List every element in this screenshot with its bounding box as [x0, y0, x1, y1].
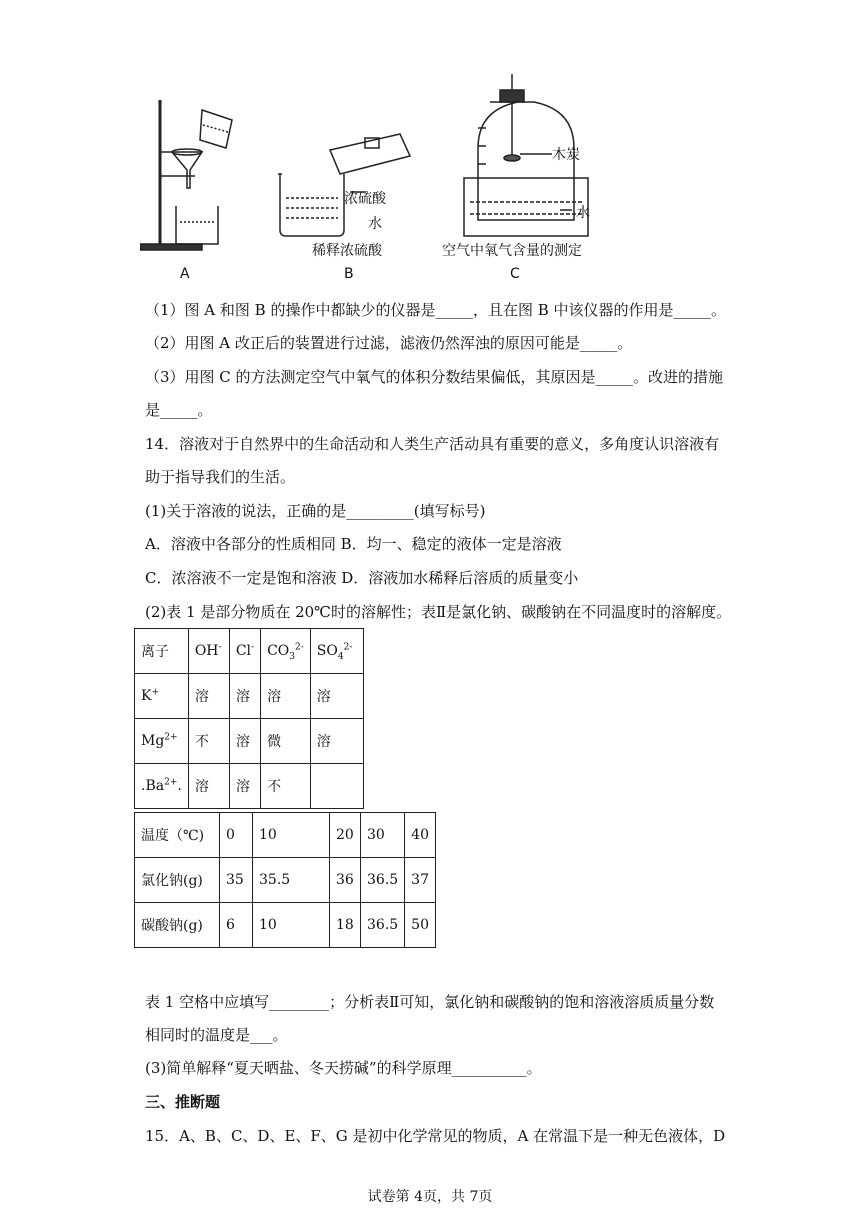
figure-label-c: C: [510, 266, 520, 282]
table-question: 表 1 空格中应填写________；分析表Ⅱ可知，氯化钠和碳酸钠的饱和溶液溶质质量分数: [145, 993, 715, 1011]
apparatus-b: [278, 134, 410, 236]
caption-oxygen-measurement: 空气中氧气含量的测定: [442, 243, 582, 259]
page-footer: 试卷第 4页，共 7页: [367, 1189, 493, 1205]
table-cell: 溶: [188, 764, 229, 809]
figure-label-a: A: [180, 266, 190, 282]
table-cell: 微: [261, 719, 311, 764]
table-cell: 溶: [188, 674, 229, 719]
table-cell: 溶: [229, 719, 260, 764]
label-water-b: 水: [368, 216, 382, 232]
table-row: [135, 858, 436, 903]
question-13-3-cont: 是_____。: [145, 401, 213, 419]
table-cell: 36.5: [361, 903, 405, 948]
question-14-options-cd: C．浓溶液不一定是饱和溶液 D．溶液加水稀释后溶质的质量变小: [145, 569, 579, 587]
table-cell: $CO_3^{2-}$: [261, 629, 311, 674]
table-cell: 溶: [229, 674, 260, 719]
table-cell: 40: [405, 813, 436, 858]
table-cell: 溶: [261, 674, 311, 719]
label-charcoal: 木炭: [552, 147, 580, 163]
table-cell: 20: [330, 813, 361, 858]
table-cell: OH-: [188, 629, 229, 674]
solubility-table-2: [134, 812, 436, 948]
table-cell: $SO_4^{2-}$: [310, 629, 363, 674]
table-row: [135, 764, 364, 809]
question-13-1: （1）图 A 和图 B 的操作中都缺少的仪器是_____，且在图 B 中该仪器的作用是_____。: [145, 301, 727, 319]
table-cell: 离子: [135, 629, 189, 674]
table-cell: 18: [330, 903, 361, 948]
table-cell: 不: [261, 764, 311, 809]
question-13-3: （3）用图 C 的方法测定空气中氧气的体积分数结果偏低，其原因是_____。改进的措施: [145, 368, 724, 386]
table-cell: 溶: [229, 764, 260, 809]
question-14-3: (3)简单解释“夏天晒盐、冬天捞碱”的科学原理__________。: [145, 1059, 542, 1077]
question-14-stem-cont: 助于指导我们的生活。: [145, 468, 296, 486]
table-cell: Cl-: [229, 629, 260, 674]
question-14-stem: 14．溶液对于自然界中的生命活动和人类生产活动具有重要的意义，多角度认识溶液有: [145, 435, 720, 453]
table-cell: 30: [361, 813, 405, 858]
label-concentrated-sulfuric-acid: 浓硫酸: [344, 191, 386, 207]
table-cell: $.Ba^{2+}$.: [135, 764, 189, 809]
table-row: [135, 719, 364, 764]
table-cell: $Mg^{2+}$: [135, 719, 189, 764]
table-row: [135, 813, 436, 858]
table-cell: 碳酸钠(g): [135, 903, 220, 948]
table-cell: 35.5: [253, 858, 330, 903]
table-question-cont: 相同时的温度是___。: [145, 1026, 288, 1044]
table-cell: 溶: [310, 674, 363, 719]
table-cell: 50: [405, 903, 436, 948]
table-row: [135, 903, 436, 948]
experiment-figure: [140, 70, 620, 285]
table-cell: 不: [188, 719, 229, 764]
table-row: [135, 674, 364, 719]
section-heading: 三、推断题: [145, 1093, 221, 1111]
figure-label-b: B: [344, 266, 354, 282]
table-cell: 6: [220, 903, 253, 948]
table-cell: 37: [405, 858, 436, 903]
table-cell: [310, 764, 363, 809]
table-cell: 10: [253, 813, 330, 858]
table-cell: 35: [220, 858, 253, 903]
table-cell: 0: [220, 813, 253, 858]
table-cell: K+: [135, 674, 189, 719]
table-cell: 温度（℃): [135, 813, 220, 858]
label-water-c: 水: [576, 205, 590, 221]
table-cell: 36: [330, 858, 361, 903]
solubility-table-1: [134, 628, 364, 809]
question-14-2: (2)表 1 是部分物质在 20℃时的溶解性；表Ⅱ是氯化钠、碳酸钠在不同温度时的溶解度。: [145, 603, 732, 621]
question-13-2: （2）用图 A 改正后的装置进行过滤，滤液仍然浑浊的原因可能是_____。: [145, 334, 633, 352]
table-cell: 36.5: [361, 858, 405, 903]
table-cell: 氯化钠(g): [135, 858, 220, 903]
apparatus-a: [140, 100, 232, 250]
question-15-stem: 15．A、B、C、D、E、F、G 是初中化学常见的物质，A 在常温下是一种无色液体，D: [145, 1127, 726, 1145]
table-cell: 溶: [310, 719, 363, 764]
table-row: [135, 629, 364, 674]
caption-dilute-acid: 稀释浓硫酸: [312, 243, 382, 259]
question-14-options-ab: A．溶液中各部分的性质相同 B．均一、稳定的液体一定是溶液: [145, 535, 562, 553]
table-cell: 10: [253, 903, 330, 948]
question-14-1: (1)关于溶液的说法，正确的是_________(填写标号): [145, 502, 486, 520]
